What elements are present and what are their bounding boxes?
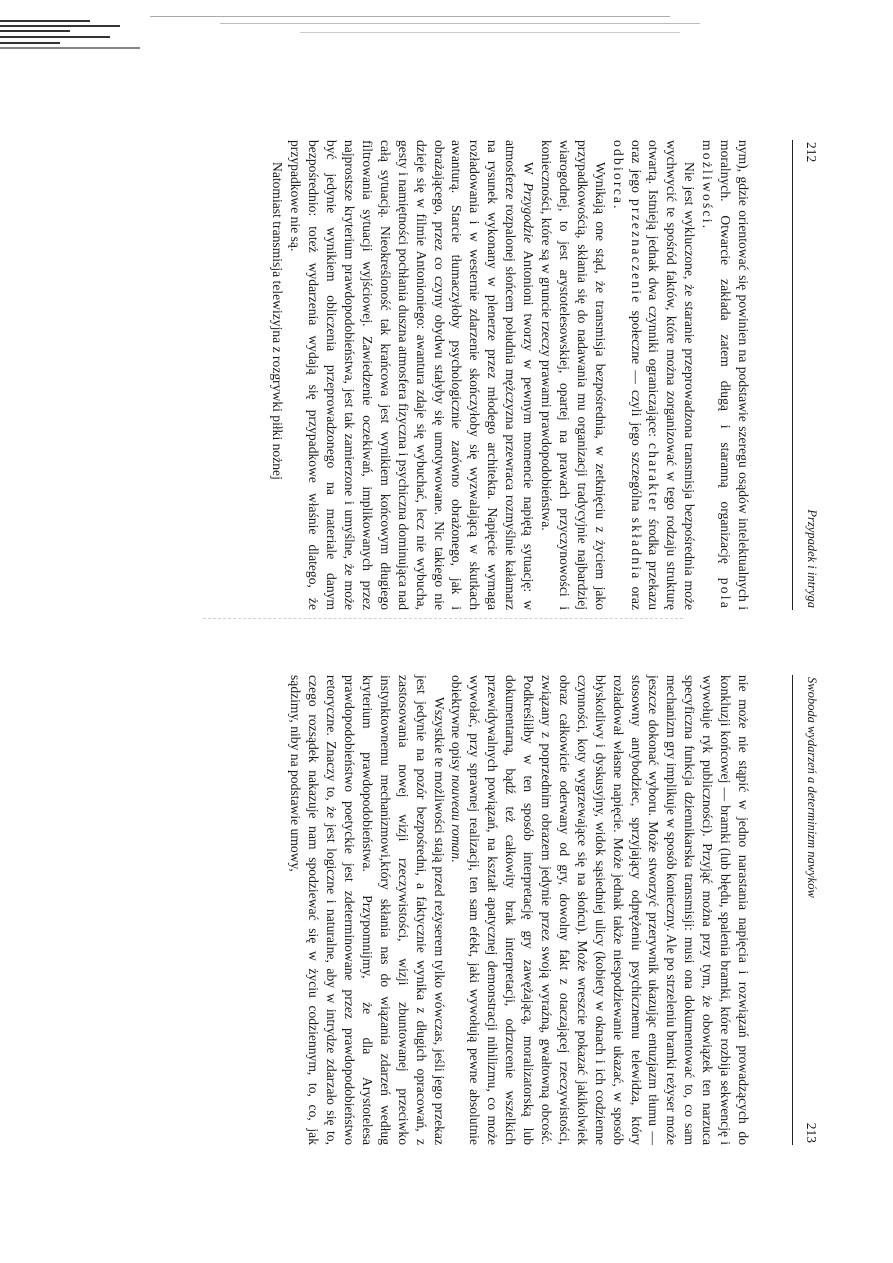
- running-title: Przypadek i intryga: [805, 509, 819, 608]
- page-body: [286, 675, 752, 1145]
- page-number: 213: [804, 1122, 819, 1143]
- paragraph: Natomiast transmisja telewizyjna z rozgrywki piłki nożnej: [270, 162, 286, 480]
- paragraph: W Przygodzie Antonioni tworzy w pewnym momencie napiętą sytuację: w atmosferze rozpalonej słońcem południa mężczyzna przewraca rozmyślnie kałamarz na rysunek wykonany w plenerze przez młodego architekta. Napięcie wymaga rozładowania i w westernie zdarzenie skończyłoby się wyzwalającą w skutkach awanturą. Starcie tłumaczyłoby psychologicznie zarówno obrażonego, jak i obrażającego, przez co czyny obydwu stałyby się umotywowane. Nic takiego nie dzieje się w filmie Antonioniego: awantura zdaje się wybuchać, lecz nie wybucha, gesty i namiętności pochłania duszna atmosfera fizyczna i psychiczna dominująca nad całą sytuacją. Nieokreśloność tak krańcowa jest wynikiem końcowym długiego filtrowania sytuacji wyjściowej. Zawiedzenie oczekiwań, implikowanych przez najprostsze kryterium prawdopodobieństwa, jest tak zamierzone i umyślne, że może być jedynie wynikiem obliczenia przeprowadzonego na materiale danym bezpośrednio: toteż wydarzenia wydają się przypadkowe właśnie dlatego, że przypadkowe nie są.: [288, 140, 537, 611]
- page-number: 212: [804, 142, 819, 163]
- paragraph: Wynikają one stąd, że transmisja bezpośrednia, w zetknięciu z życiem jako przypadkowością, skłania się do nadawania mu organizacji tradycyjnie najbardziej wiarogodnej, to jest arystotelesowskiej, opartej na prawach przyczynowości i konieczności, które są w gruncie rzeczy prawami prawdopodobieństwa.: [539, 140, 608, 610]
- right-page: [119, 675, 819, 1145]
- running-title: Swoboda wydarzeń a determinizm nawyków: [805, 677, 819, 898]
- paragraph: Nie jest wykluczone, że staranie przeprowadzona transmisja bezpośrednia może wychwycić te spośród faktów, które można zorganizować w tego rodzaju strukturę otwartą. Istnieją jednak dwa czynniki ograniczające: charakter środka przekazu oraz jego przeznaczenie społeczne — czyli jego szczególna składnia oraz odbiorca.: [610, 140, 698, 610]
- header-rule: [792, 140, 793, 610]
- paragraph: nym), gdzie orientować się powinien na podstawie szeregu osądów intelektualnych i moralnych. Otwarcie zakłada zatem długą i staranną organizację pola możliwości.: [700, 140, 751, 610]
- header-rule: [792, 675, 793, 1145]
- running-head: [795, 140, 819, 610]
- paragraph: nie może nie stąpić w jedno narastania napięcia i rozwiązań prowadzących do konkluzji końcowej — bramki (lub błędu, spalenia bramki, które rozbija sekwencję i wywołuje ryk publiczności). Przyjąć można przy tym, że obowiązek ten narzuca specyficzna funkcja dziennikarska transmisji: musi ona dokumentować to, co sam mechanizm gry implikuje w sposób konieczny. Ale po strzeleniu bramki reżyser może jeszcze dokonać wyboru. Może stworzyć przerywnik ukazując entuzjazm tłumu — stosowny antybodziec, sprzyjający odprężeniu psychicznemu telewidza, który rozładował własne napięcie. Może jednak także niespodziewanie ukazać, w sposób błyskotliwy i dyskusyjny, widok sąsiedniej ulicy (kobiety w oknach i ich codzienne czynności, koty wygrzewające się na słońcu). Może wreszcie pokazać jakikolwiek obraz całkowicie oderwany od gry, dowolny fakt z otaczającej rzeczywistości, związany z poprzednim obrazem jedynie przez swoją wyraźną, gwałtowną obcość. Podkreśliłby w ten sposób interpretację gry zawężającą, moralizatorską lub dokumentarną, bądź też całkowity brak interpretacji, odrzucenie wszelkich przewidywalnych powiązań, na kształt apatycznej demonstracji nihilizmu, co może wywołać, przy sprawnej realizacji, ten sam efekt, jaki wywołują pewne absolutnie obiektywne opisy nouveau roman.: [449, 675, 751, 1145]
- running-head: [795, 675, 819, 1145]
- paragraph: Wszystkie te możliwości stają przed reżyserem tylko wówczas, jeśli jego przekaz jest jedynie na pozór bezpośredni, a faktycznie wynika z długich opracowań, z zastosowania nowej wizji rzeczywistości, wizji zbuntowanej przeciwko instynktownemu mechanizmowi,który skłania nas do wiązania zdarzeń według kryterium prawdopodobieństwa. Przypomnijmy, że dla Arystotelesa prawdopodobieństwo poetyckie jest zdeterminowane przez prawdopodobieństwo retoryczne. Znaczy to, że jest logiczne i naturalne, aby w intrydze zdarzało się to, czego rozsądek nakazuje nam spodziewać się w życiu codziennym, to, co, jak sądzimy, niby na podstawie umowy,: [288, 675, 447, 1145]
- gutter: [203, 618, 683, 621]
- page-body: [269, 140, 752, 610]
- left-page: [119, 140, 819, 610]
